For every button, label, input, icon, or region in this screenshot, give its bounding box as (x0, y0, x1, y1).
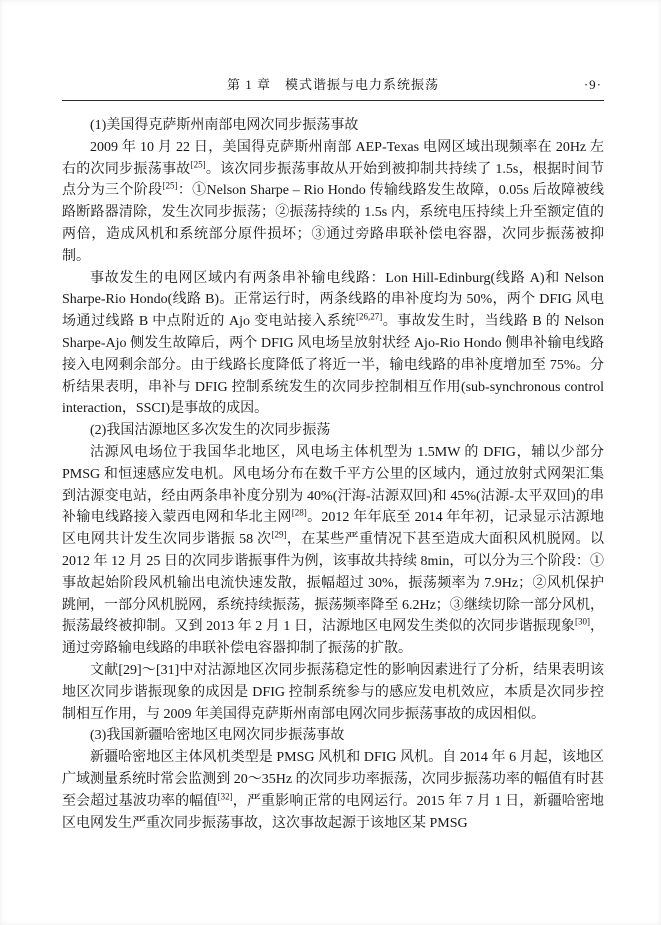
text-run: ：①Nelson Sharpe – Rio Hondo 传输线路发生故障，0.05s 后故障被线路断路器清除，发生次同步振荡；②振荡持续的 1.5s 内，系统电压持续上升至额定值的两倍，造成风机和系统部分原件损坏；③通过旁路串联补偿电容器，次同步振荡被抑制。 (62, 183, 605, 264)
text-run: 。该次同步振荡事故从开始到被抑制共持续了 1.5s，根据时间节点分为三个阶段 (62, 161, 605, 199)
section-subheading (62, 115, 604, 137)
text-run: ，通过旁路输电线路的串联补偿电容器抑制了振荡的扩散。 (62, 619, 605, 657)
body-paragraph (62, 268, 604, 421)
section-subheading (62, 725, 604, 747)
text-run: 事故发生的电网区域内有两条串补输电线路：Lon Hill-Edinburg(线路 A)和 Nelson Sharpe-Rio Hondo(线路 B)。正常运行时，两条线路的串补度均为 50%，两个 DFIG 风电场通过线路 B 中点附近的 Ajo 变电站接入系统 (62, 270, 604, 330)
page-header (62, 76, 604, 100)
header-rule (62, 100, 604, 101)
citation-ref: [28] (291, 507, 307, 518)
page-number: ·9· (583, 77, 602, 92)
citation-ref: [30] (574, 616, 590, 627)
text-run: 2009 年 10 月 22 日，美国得克萨斯州南部 AEP-Texas 电网区域出现频率在 20Hz 左右的次同步振荡事故 (62, 139, 604, 177)
text-run: ，在某些严重情况下甚至造成大面积风机脱网。以 2012 年 12 月 25 日的次同步谐振事件为例，该事故共持续 8min，可以分为三个阶段：①事故起始阶段风机输出电流快速发散，振幅超过 30%，振荡频率为 7.9Hz；②风机保护跳闸，一部分风机脱网，系统持续振荡，振荡频率降至 6.2Hz；③继续切除一部分风机，振荡最终被抑制。又到 2013 年 2 月 1 日，沽源地区电网发生类似的次同步谐振现象 (62, 532, 605, 635)
body-paragraph (62, 660, 604, 725)
body-paragraph (62, 747, 604, 834)
citation-ref: [25] (162, 180, 178, 191)
text-run: 沽源风电场位于我国华北地区，风电场主体机型为 1.5MW 的 DFIG，辅以少部分 PMSG 和恒速感应发电机。风电场分布在数千平方公里的区域内，通过放射式网架汇集到沽源变电站，经由两条串补度分别为 40%(汗海-沽源双回)和 45%(沽源-太平双回)的串补输电线路接入蒙西电网和华北主网 (62, 444, 604, 526)
text-run: ，严重影响正常的电网运行。2015 年 7 月 1 日，新疆哈密地区电网发生严重次同步振荡事故，这次事故起源于该地区某 PMSG (62, 793, 605, 831)
citation-ref: [25] (190, 158, 206, 169)
citation-ref: [32] (217, 791, 233, 802)
text-run: (1)美国得克萨斯州南部电网次同步振荡事故 (90, 118, 359, 133)
section-subheading (62, 420, 604, 442)
document-body (62, 115, 604, 834)
text-run: 新疆哈密地区主体风机类型是 PMSG 风机和 DFIG 风机。自 2014 年 6 月起，该地区广域测量系统时常会监测到 20～35Hz 的次同步功率振荡，次同步振荡功率的幅值有时甚至会超过基波功率的幅值 (62, 750, 604, 809)
body-paragraph (62, 442, 604, 660)
citation-ref: [26,27] (355, 311, 383, 322)
text-run: (2)我国沽源地区多次发生的次同步振荡 (90, 423, 331, 439)
text-run: 文献[29]～[31]中对沽源地区次同步振荡稳定性的影响因素进行了分析，结果表明该地区次同步谐振现象的成因是 DFIG 控制系统参与的感应发电机效应，本质是次同步控制相互作用，与 2009 年美国得克萨斯州南部电网次同步振荡事故的成因相似。 (62, 662, 604, 722)
text-run: (3)我国新疆哈密地区电网次同步振荡事故 (90, 728, 345, 744)
text-run: 。2012 年年底至 2014 年年初，记录显示沽源地区电网共计发生次同步谐振 58 次 (62, 510, 605, 548)
chapter-title: 第 1 章 模式谐振与电力系统振荡 (226, 77, 439, 92)
body-paragraph (62, 137, 604, 268)
text-run: 。事故发生时，当线路 B 的 Nelson Sharpe-Ajo 侧发生故障后，两个 DFIG 风电场呈放射状经 Ajo-Rio Hondo 侧串补输电线路接入电网剩余部分。由于线路长度降低了将近一半，输电线路的串补度增加至 75%。分析结果表明，串补与 DFIG 控制系统发生的次同步控制相互作用(sub-synchronous control interaction，SSCI)是事故的成因。 (62, 314, 604, 417)
citation-ref: [29] (271, 529, 287, 540)
